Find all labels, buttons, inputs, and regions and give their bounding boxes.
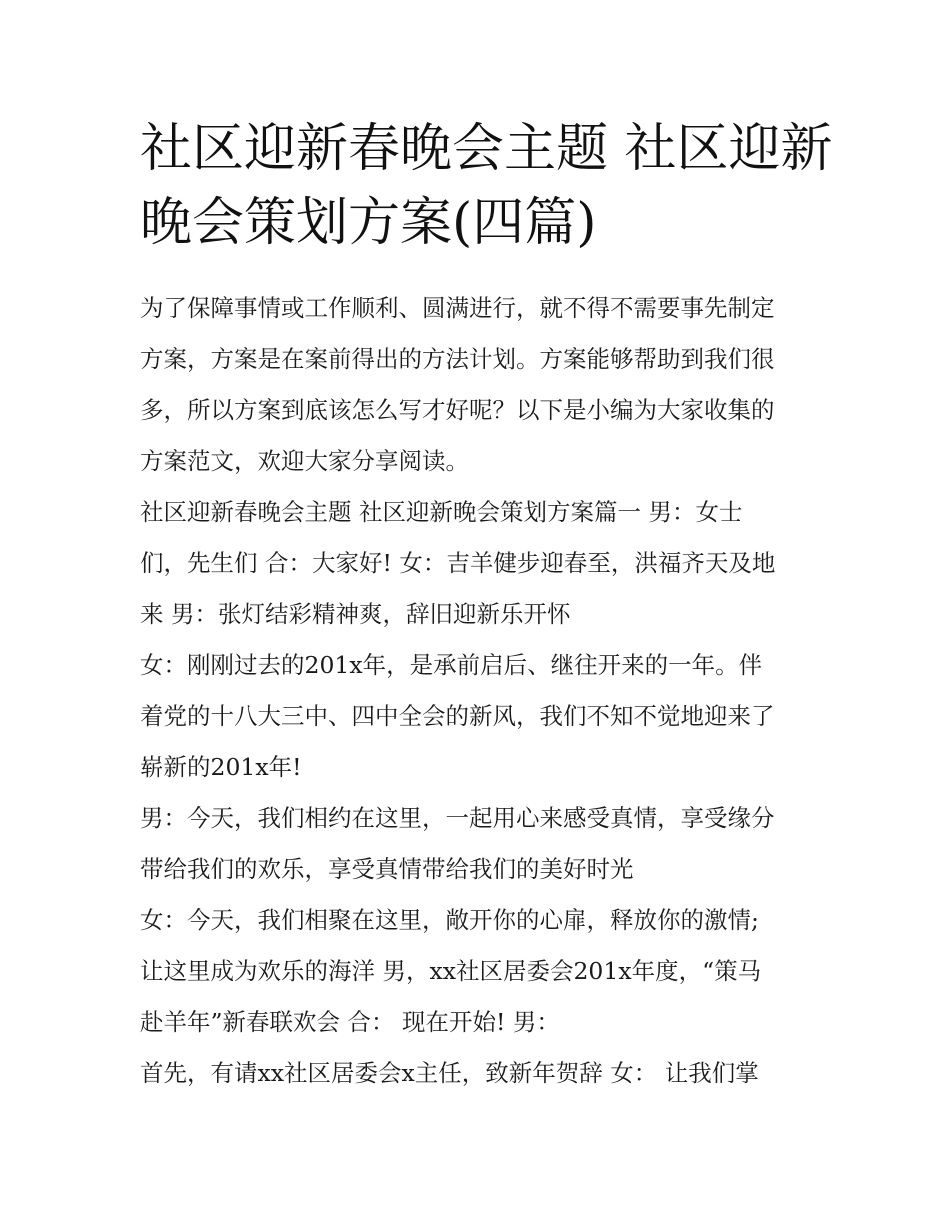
body-line: 赴羊年”新春联欢会 合： 现在开始! 男： <box>140 1008 560 1036</box>
body-line: 方案，方案是在案前得出的方法计划。方案能够帮助到我们很 <box>140 345 775 373</box>
body-line: 带给我们的欢乐，享受真情带给我们的美好时光 <box>140 855 634 883</box>
body-line: 让这里成为欢乐的海洋 男，xx社区居委会201x年度，“策马 <box>140 957 762 985</box>
body-line: 女：刚刚过去的201x年，是承前启后、继往开来的一年。伴 <box>140 651 763 679</box>
document-body <box>140 283 820 1099</box>
body-line: 女：今天，我们相聚在这里，敞开你的心扉，释放你的激情; <box>140 906 759 934</box>
body-line: 来 男：张灯结彩精神爽，辞旧迎新乐开怀 <box>140 600 571 628</box>
body-line: 们，先生们 合：大家好! 女：吉羊健步迎春至，洪福齐天及地 <box>140 549 776 577</box>
body-line: 多，所以方案到底该怎么写才好呢？以下是小编为大家收集的 <box>140 396 775 424</box>
body-line: 方案范文，欢迎大家分享阅读。 <box>140 447 469 475</box>
body-line: 为了保障事情或工作顺利、圆满进行，就不得不需要事先制定 <box>140 294 775 322</box>
document-title <box>140 112 833 260</box>
body-line: 崭新的201x年! <box>140 753 302 781</box>
body-line: 首先，有请xx社区居委会x主任，致新年贺辞 女： 让我们掌 <box>140 1059 759 1087</box>
title-line: 晚会策划方案(四篇) <box>140 193 597 253</box>
body-line: 社区迎新春晚会主题 社区迎新晚会策划方案篇一 男：女士 <box>140 498 743 526</box>
title-line: 社区迎新春晚会主题 社区迎新 <box>140 119 833 179</box>
body-line: 着党的十八大三中、四中全会的新风，我们不知不觉地迎来了 <box>140 702 775 730</box>
body-line: 男：今天，我们相约在这里，一起用心来感受真情，享受缘分 <box>140 804 775 832</box>
